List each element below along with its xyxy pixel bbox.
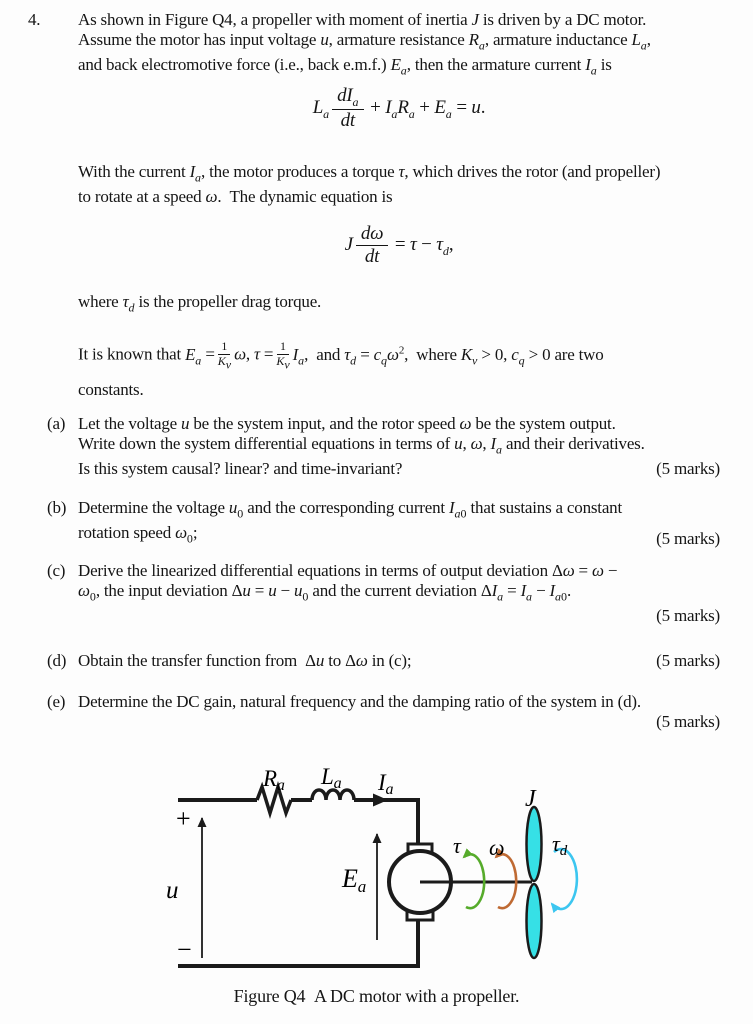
inline-fraction: $\frac{1}{K_v}$	[217, 339, 232, 371]
equation-rest: = $\tau - \tau_d$,	[391, 233, 454, 258]
known-line-2: constants.	[78, 380, 144, 400]
item-marker: (b)	[47, 498, 67, 517]
question-item-c	[47, 561, 720, 626]
torque-label: τ	[453, 833, 461, 858]
intro-paragraph: As shown in Figure Q4, a propeller with moment of inertia J is driven by a DC motor. Assume the motor has input voltage u, armature resistance $R_a$, armature inductance $L_a$, and back electromotive force (i.e., back e.m.f.) $E_a$, then the armature current $I_a$ is	[78, 10, 651, 78]
plus-sign: +	[176, 804, 191, 833]
item-marks: (5 marks)	[656, 651, 720, 670]
question-item-b	[47, 498, 720, 549]
item-body: Determine the DC gain, natural frequency and the damping ratio of the system in (d).	[78, 692, 641, 711]
item-marks: (5 marks)	[656, 459, 720, 479]
question-item-e	[47, 692, 720, 732]
speed-label: ω	[489, 835, 505, 860]
propeller-blade-bottom	[527, 884, 542, 958]
item-marker: (e)	[47, 692, 66, 711]
propeller-blade-top	[527, 807, 542, 881]
item-marker: (c)	[47, 561, 66, 580]
equation-coefficient: J	[344, 233, 353, 255]
equation-coefficient: $L_a$	[312, 97, 330, 121]
fraction	[356, 224, 389, 267]
bottom-wire	[178, 919, 418, 966]
item-body: Determine the voltage $u_0$ and the corresponding current $I_{a0}$ that sustains a constant rotation speed $\omega_0$;	[78, 498, 622, 546]
circuit-figure	[140, 760, 620, 1010]
fraction-denominator: dt	[340, 110, 355, 132]
fraction-denominator: dt	[364, 245, 380, 267]
figure-caption: Figure Q4 A DC motor with a propeller.	[233, 986, 520, 1006]
top-wire	[178, 800, 418, 845]
inline-fraction: $\frac{1}{K_v}$	[276, 339, 290, 371]
torque-paragraph: With the current $I_a$, the motor produces a torque τ, which drives the rotor (and propeller) to rotate at a speed ω. The dynamic equation is	[78, 162, 661, 207]
fraction-numerator: dω	[356, 224, 389, 246]
voltage-label: u	[166, 877, 179, 904]
known-line-1: It is known that $E_a$ = $\frac{1}{K_v}$ ω, τ = $\frac{1}{K_v}$ $I_a$, and $\tau_d = c_q\omega^2$, where $K_v > 0$, $c_q > 0$ are two	[78, 339, 604, 371]
emf-label: Ea	[342, 864, 366, 896]
known-relations-paragraph	[78, 340, 720, 400]
dynamics-equation	[78, 224, 720, 267]
item-body: Let the voltage u be the system input, and the rotor speed ω be the system output. Write down the system differential equations in terms of u, ω, $I_a$ and their derivatives. Is this system causal? linear? and time-invariant?	[78, 414, 645, 479]
drag-torque-label: τd	[552, 831, 567, 859]
item-body: Obtain the transfer function from Δu to Δω in (c);	[78, 651, 412, 670]
equation-rest: + $I_aR_a + E_a = u$.	[366, 97, 486, 121]
question-item-a	[47, 414, 720, 479]
minus-sign: −	[177, 935, 192, 964]
fraction	[332, 86, 363, 131]
armature-equation	[78, 86, 720, 131]
item-body: Derive the linearized differential equations in terms of output deviation Δω = ω − $\omega_0$, the input deviation $\Delta u = u - u_0$ and the current deviation $\Delta I_a = I_a - I_{a0}$.	[78, 561, 618, 604]
item-marks: (5 marks)	[656, 712, 720, 731]
drag-torque-paragraph: where $\tau_d$ is the propeller drag torque.	[78, 292, 322, 315]
current-label: Ia	[378, 770, 394, 798]
item-marks: (5 marks)	[656, 528, 720, 548]
inductor-label: La	[321, 764, 342, 792]
question-number: 4.	[28, 10, 41, 29]
question-item-d	[47, 651, 720, 671]
item-marks: (5 marks)	[656, 606, 720, 626]
fraction-numerator: $dI_a$	[332, 86, 363, 110]
item-marker: (a)	[47, 414, 66, 433]
resistor-label: Ra	[263, 766, 285, 794]
inertia-label: J	[525, 786, 536, 812]
item-marker: (d)	[47, 651, 67, 670]
